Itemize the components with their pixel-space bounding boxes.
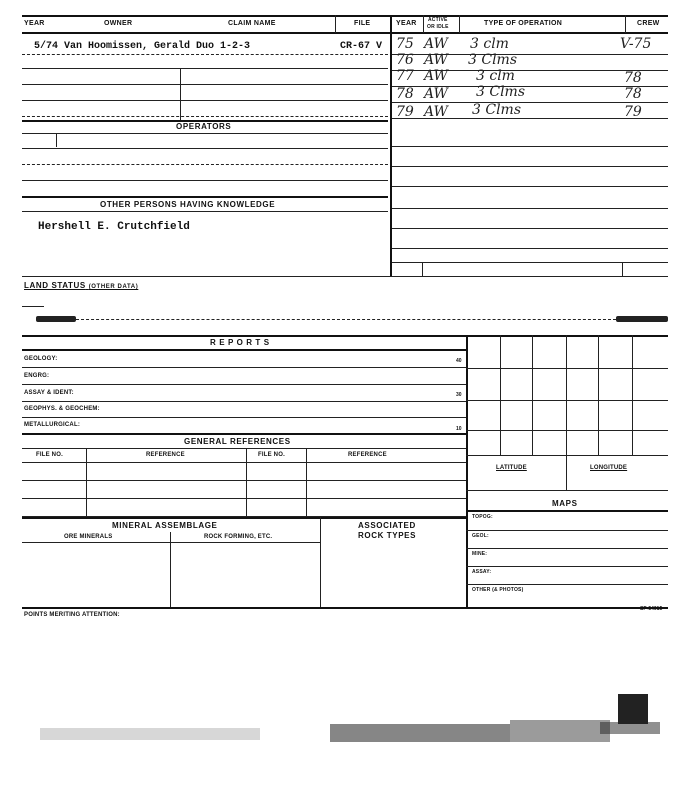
activity-row-line xyxy=(392,166,668,167)
owner-claim-entry: 5/74 Van Hoomissen, Gerald Duo 1-2-3 xyxy=(34,41,251,52)
general-references-title: GENERAL REFERENCES xyxy=(184,437,291,446)
owner-row-line xyxy=(22,54,388,55)
activity-year: 75 xyxy=(396,36,414,52)
operator-row-line xyxy=(22,164,388,165)
activity-crew: 78 xyxy=(624,86,642,102)
operator-row-line xyxy=(22,148,388,149)
longitude-label: LONGITUDE xyxy=(590,465,628,471)
map-label: MINE: xyxy=(472,551,488,557)
col-active-header-1: ACTIVE xyxy=(428,17,448,23)
coordinates-bottom-line xyxy=(466,490,668,491)
activity-tail-sep xyxy=(422,262,423,276)
header-sep xyxy=(625,15,626,33)
land-status-mark xyxy=(22,306,44,307)
ref-col-reference: REFERENCE xyxy=(146,452,185,458)
grid-line-h xyxy=(466,368,668,369)
report-label: ENGRG: xyxy=(24,373,50,379)
report-row-line xyxy=(22,417,466,418)
activity-year: 77 xyxy=(396,68,414,84)
map-row-line xyxy=(466,584,668,585)
col-year2-header: YEAR xyxy=(396,20,417,27)
other-persons-underline xyxy=(22,211,388,212)
top-border xyxy=(22,15,668,17)
land-status-label: LAND STATUS xyxy=(24,281,86,290)
activity-row-line xyxy=(392,102,668,103)
scan-smudge xyxy=(600,722,660,734)
activity-operation: 3 clm xyxy=(476,68,515,84)
file-number: CR-67 V xyxy=(340,41,383,52)
grid-line-h xyxy=(466,400,668,401)
map-row-line xyxy=(466,548,668,549)
scan-smudge xyxy=(40,728,260,740)
header-sep xyxy=(423,15,424,33)
report-label: ASSAY & IDENT: xyxy=(24,390,74,396)
ref-col-sep xyxy=(86,448,87,516)
activity-row-line xyxy=(392,228,668,229)
activity-row-line xyxy=(392,146,668,147)
report-number: 10 xyxy=(456,426,462,432)
reports-underline xyxy=(22,349,466,351)
map-row-line xyxy=(466,566,668,567)
ref-col-reference: REFERENCE xyxy=(348,452,387,458)
activity-status: AW xyxy=(424,36,448,52)
ref-row-line xyxy=(22,462,466,463)
operators-col-sep xyxy=(56,133,57,147)
report-label: GEOLOGY: xyxy=(24,356,58,362)
associated-rock-label-1: ASSOCIATED xyxy=(358,521,416,530)
activity-year: 79 xyxy=(396,104,414,120)
footer-border xyxy=(22,607,668,609)
latitude-label: LATITUDE xyxy=(496,465,527,471)
associated-rock-label-2: ROCK TYPES xyxy=(358,531,417,540)
reports-title: R E P O R T S xyxy=(210,338,270,347)
activity-tail-sep xyxy=(622,262,623,276)
activity-year: 78 xyxy=(396,86,414,102)
other-persons-title: OTHER PERSONS HAVING KNOWLEDGE xyxy=(100,200,276,209)
map-row-line xyxy=(466,530,668,531)
report-row-line xyxy=(22,367,466,368)
col-owner-header: OWNER xyxy=(104,20,133,27)
other-persons-top-border xyxy=(22,196,388,198)
activity-crew: V-75 xyxy=(620,36,652,52)
activity-row-line xyxy=(392,208,668,209)
col-claim-name-header: CLAIM NAME xyxy=(228,20,276,27)
redaction-mark-right xyxy=(616,316,668,322)
report-label: GEOPHYS. & GEOCHEM: xyxy=(24,406,100,412)
ref-col-sep xyxy=(246,448,247,516)
ref-col-file-no: FILE NO. xyxy=(258,452,285,458)
activity-operation: 3 Clms xyxy=(476,84,526,100)
maps-underline xyxy=(466,510,668,512)
activity-operation: 3 clm xyxy=(470,36,509,52)
ref-row-line xyxy=(22,480,466,481)
maps-title: MAPS xyxy=(552,499,578,508)
ref-col-file-no: FILE NO. xyxy=(36,452,63,458)
land-status-title xyxy=(24,281,138,290)
activity-row-line xyxy=(392,262,668,263)
form-code: SP-54015 xyxy=(640,606,663,612)
header-bottom-border xyxy=(22,32,668,34)
activity-crew: 78 xyxy=(624,70,642,86)
activity-year: 76 xyxy=(396,52,414,68)
activity-status: AW xyxy=(424,68,448,84)
activity-status: AW xyxy=(424,52,448,68)
redaction-mark-left xyxy=(36,316,76,322)
grid-line-v xyxy=(632,335,633,455)
owner-row-line xyxy=(22,84,388,85)
report-row-line xyxy=(22,384,466,385)
owner-row-line xyxy=(22,100,388,101)
associated-rock-sep xyxy=(320,517,321,607)
operator-row-line xyxy=(22,180,388,181)
activity-crew: 79 xyxy=(624,104,642,120)
report-number: 40 xyxy=(456,358,462,364)
report-number: 30 xyxy=(456,392,462,398)
col-crew-header: CREW xyxy=(637,20,660,27)
grid-line-v xyxy=(500,335,501,455)
header-sep xyxy=(335,15,336,33)
map-label: TOPOG: xyxy=(472,514,493,520)
grid-line-v xyxy=(566,335,567,490)
grid-line-v xyxy=(598,335,599,455)
other-person-name: Hershell E. Crutchfield xyxy=(38,221,190,233)
activity-row-line xyxy=(392,248,668,249)
scan-smudge xyxy=(330,724,510,742)
report-row-line xyxy=(22,401,466,402)
grid-line-v xyxy=(532,335,533,455)
general-references-top-border xyxy=(22,433,466,435)
activity-row-line xyxy=(392,186,668,187)
ref-col-sep xyxy=(306,448,307,516)
rock-forming-label: ROCK FORMING, ETC. xyxy=(204,534,273,540)
col-year-header: YEAR xyxy=(24,20,45,27)
ore-minerals-label: ORE MINERALS xyxy=(64,534,113,540)
map-label: ASSAY: xyxy=(472,569,492,575)
activity-operation: 3 Clms xyxy=(468,52,518,68)
owner-col-sep xyxy=(180,68,181,120)
general-references-underline xyxy=(22,448,466,449)
col-operation-header: TYPE OF OPERATION xyxy=(484,20,563,27)
activity-status: AW xyxy=(424,104,448,120)
grid-line-h xyxy=(466,430,668,431)
land-status-line xyxy=(76,319,616,320)
map-label: OTHER (& PHOTOS) xyxy=(472,587,524,593)
mineral-top-border xyxy=(22,517,466,519)
mineral-underline xyxy=(22,542,320,543)
col-active-header-2: OR IDLE xyxy=(427,24,449,30)
points-meriting-attention: POINTS MERITING ATTENTION: xyxy=(24,612,120,618)
ref-row-line xyxy=(22,498,466,499)
reports-top-border xyxy=(22,335,668,337)
owner-row-line xyxy=(22,68,388,69)
scan-smudge xyxy=(618,694,648,724)
operators-underline xyxy=(22,133,388,134)
land-status-sub: (OTHER DATA) xyxy=(88,284,139,290)
grid-line-h xyxy=(466,455,668,456)
activity-operation: 3 Clms xyxy=(472,102,522,118)
map-label: GEOL: xyxy=(472,533,489,539)
col-file-header: FILE xyxy=(354,20,371,27)
operators-title: OPERATORS xyxy=(176,122,232,131)
header-sep xyxy=(459,15,460,33)
activity-status: AW xyxy=(424,86,448,102)
mineral-col-sep xyxy=(170,532,171,607)
report-label: METALLURGICAL: xyxy=(24,422,81,428)
scan-smudge xyxy=(510,720,610,742)
mineral-assemblage-title: MINERAL ASSEMBLAGE xyxy=(112,521,218,530)
owner-row-line xyxy=(22,116,388,117)
other-persons-row-line xyxy=(22,276,668,277)
